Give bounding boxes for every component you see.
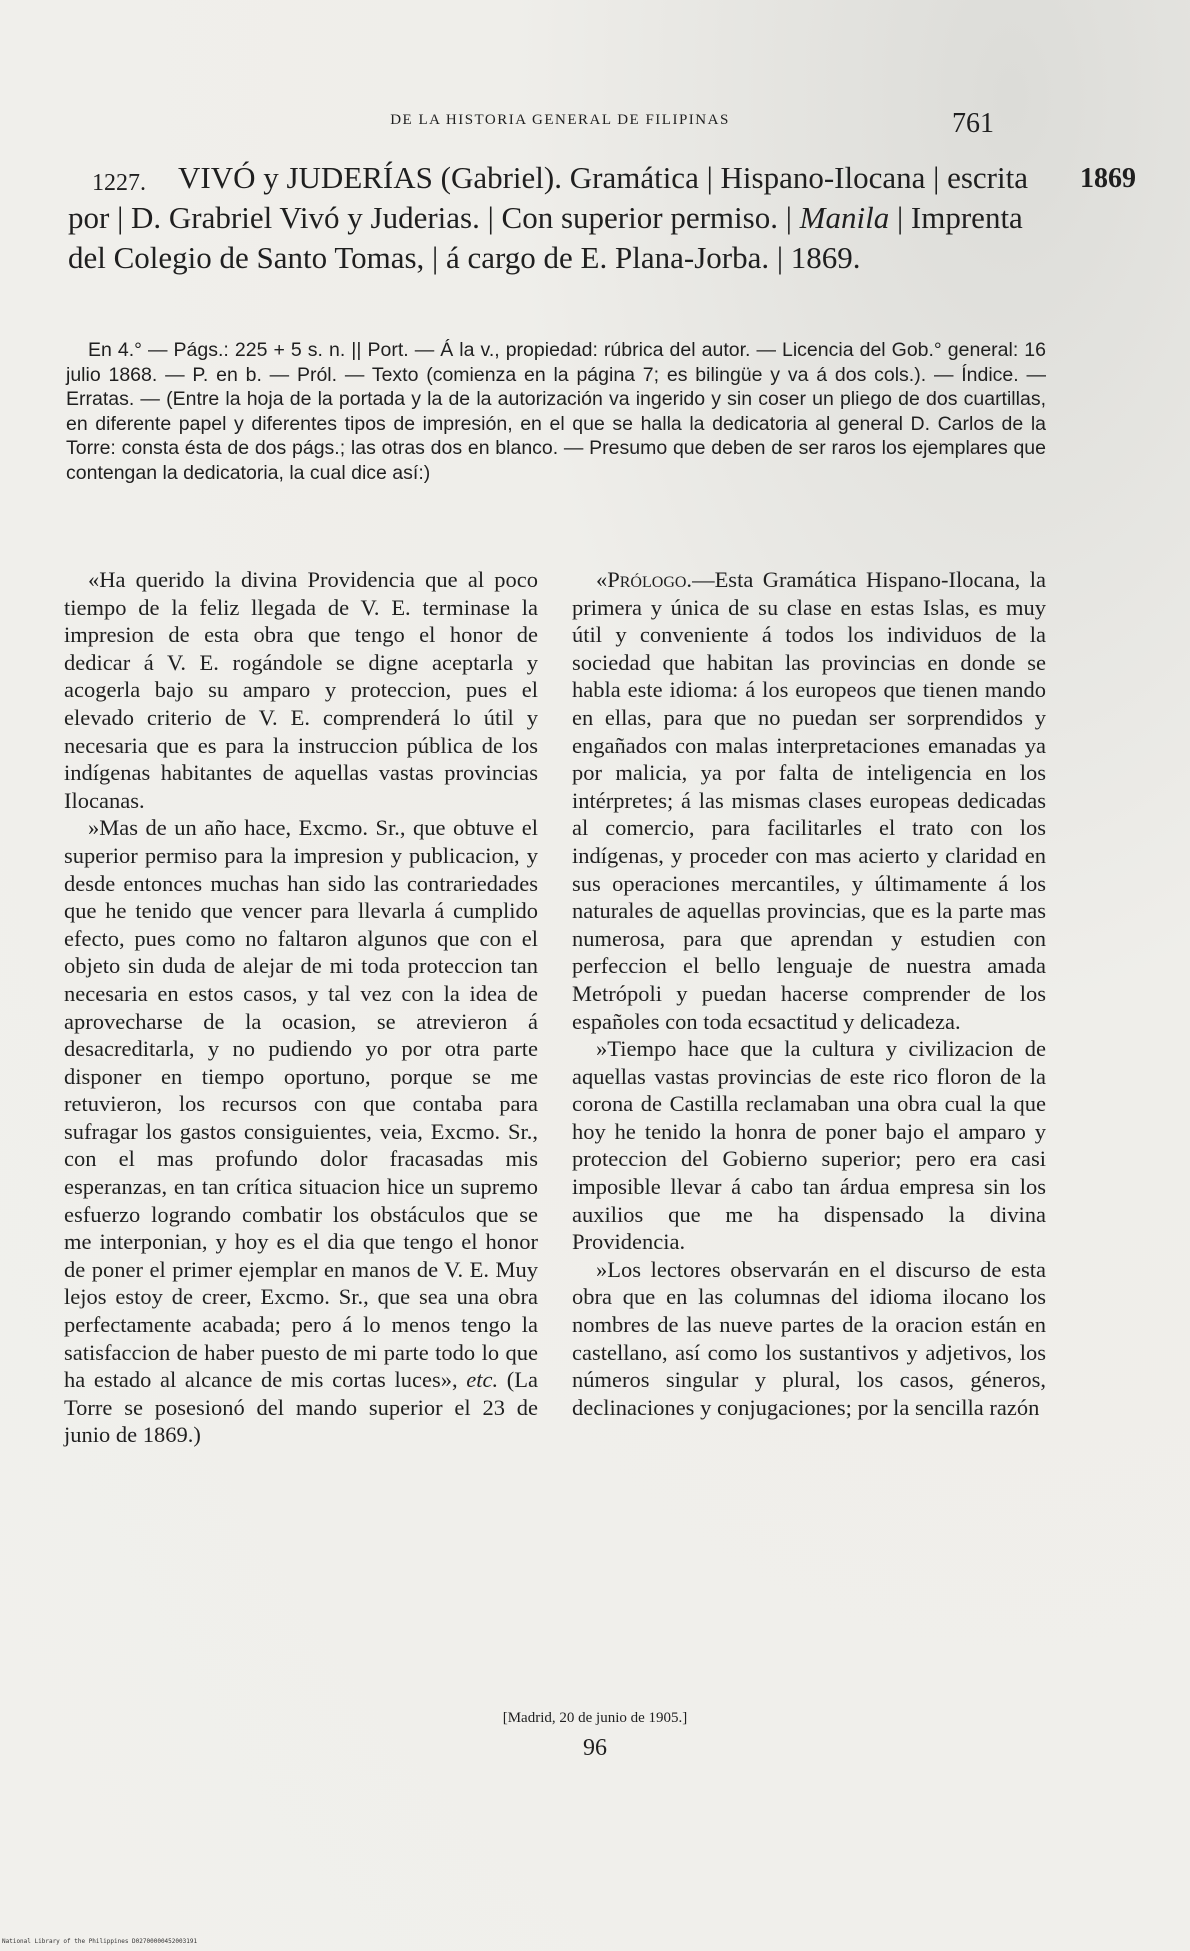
entry-title-part-a: VIVÓ y JUDERÍAS (Gabriel). Gramática | Hispano-Ilocana | escrita por | D. Grabriel Vivó y Juderias. | Con superior permiso. | — [68, 160, 1028, 235]
page-number: 761 — [952, 108, 994, 139]
dedication-text: »Mas de un año hace, Excmo. Sr., que obtuve el superior permiso para la impresion y publicacion, y desde entonces muchas han sido las contrariedades que he tenido que vencer para llevarla á cumplido efecto, pues como no faltaron algunos que con el objeto sin duda de alejar de mi toda proteccion tan necesaria en estos casos, y tal vez con la idea de aprovecharse de la ocasion, se atrevieron á desacreditarla, y no pudiendo yo por otra parte disponer en tiempo oportuno, porque se me retuvieron, los recursos con que contaba para sufragar los gastos consiguientes, veia, Excmo. Sr., con el mas profundo dolor fracasadas mis esperanzas, en tan crítica situacion hice un supremo esfuerzo logrando combatir los obstáculos que se me interponian, y hoy es el dia que tengo el honor de poner el primer ejemplar en manos de V. E. Muy lejos estoy de creer, Excmo. Sr., que sea una obra perfectamente acabada; pero á lo menos tengo la satisfaccion de haber puesto de mi parte todo lo que ha estado al alcance de mis cortas luces», — [64, 815, 538, 1393]
prologue-paragraph-3: »Los lectores observarán en el discurso de esta obra que en las columnas del idioma ilocano los nombres de las nueve partes de la oracion están en castellano, así como los sustantivos y adjetivos, los números singular y plural, los casos, géneros, declinaciones y conjugaciones; por la sencilla razón — [572, 1256, 1046, 1420]
dedication-paragraph-1: «Ha querido la divina Providencia que al poco tiempo de la feliz llegada de V. E. terminase la impresion de esta obra que tengo el honor de dedicar á V. E. rogándole se digne aceptarla y acogerla bajo su amparo y proteccion, pues el elevado criterio de V. E. comprenderá lo útil y necesaria que es para la instruccion pública de los indígenas habitantes de aquellas vastas provincias Ilocanas. — [64, 567, 538, 813]
entry-number: 1227. — [92, 170, 146, 196]
year-margin-note: 1869 — [1080, 163, 1136, 194]
prologue-paragraph-2: »Tiempo hace que la cultura y civilizacion de aquellas vastas provincias de este rico floron de la corona de Castilla reclamaban una obra cual la que hoy he tenido la honra de poner bajo el amparo y proteccion del Gobierno superior; pero era casi imposible llevar á cabo tan árdua empresa sin los auxilios que me ha dispensado la divina Providencia. — [572, 1036, 1046, 1255]
running-head: DE LA HISTORIA GENERAL DE FILIPINAS — [390, 112, 730, 128]
scan-credit: National Library of the Philippines D02700000452003191 — [2, 1938, 198, 1945]
prologue-heading: Prólogo. — [607, 567, 693, 592]
prologue-paragraph-1 — [572, 566, 1046, 1035]
dedication-note: (La Torre se posesionó del mando superior el 23 de junio de 1869.) — [64, 1367, 538, 1448]
sheet-number: 96 — [583, 1735, 607, 1761]
entry-title — [68, 158, 1048, 278]
entry-title-place: Manila — [799, 200, 890, 235]
bibliographic-description: En 4.° — Págs.: 225 + 5 s. n. || Port. — Á la v., propiedad: rúbrica del autor. — Licencia del Gob.° general: 16 julio 1868. — P. en b. — Pról. — Texto (comienza en la página 7; es bilingüe y va á dos cols.). — Índice. — Erratas. — (Entre la hoja de la portada y la de la autorización va ingerido y sin coser un pliego de dos cuartillas, en diferente papel y diferentes tipos de impresión, en el que se halla la dedicatoria al general D. Carlos de la Torre: consta ésta de dos págs.; las otras dos en blanco. — Presumo que deben de ser raros los ejemplares que contengan la dedicatoria, la cual dice así:) — [66, 339, 1046, 484]
prologue-open-quote: « — [596, 567, 608, 592]
left-column — [64, 566, 538, 1449]
etc-abbrev: etc. — [466, 1367, 499, 1393]
dedication-paragraph-2 — [64, 814, 538, 1449]
footer-date: [Madrid, 20 de junio de 1905.] — [502, 1710, 688, 1726]
entry-title-part-b: | Imprenta del Colegio de Santo Tomas, | á cargo de E. Plana-Jorba. | 1869. — [68, 200, 1023, 275]
right-column — [572, 566, 1046, 1421]
prologue-text: —Esta Gramática Hispano-Ilocana, la primera y única de su clase en estas Islas, es muy útil y conveniente á todos los individuos de la sociedad que habitan las provincias en donde se habla este idioma: á los europeos que tienen mando en ellas, para que no puedan ser sorprendidos y engañados con malas interpretaciones emanadas ya por malicia, ya por falta de inteligencia en los intérpretes; á las mismas clases europeas dedicadas al comercio, para facilitarles el trato con los indígenas, y proceder con mas acierto y claridad en sus operaciones mercantiles, y últimamente á los naturales de aquellas provincias, que es la parte mas numerosa, para que aprendan y estudien con perfeccion el bello lenguaje de nuestra amada Metrópoli y puedan hacerse comprender de los españoles con toda ecsactitud y delicadeza. — [572, 567, 1046, 1034]
